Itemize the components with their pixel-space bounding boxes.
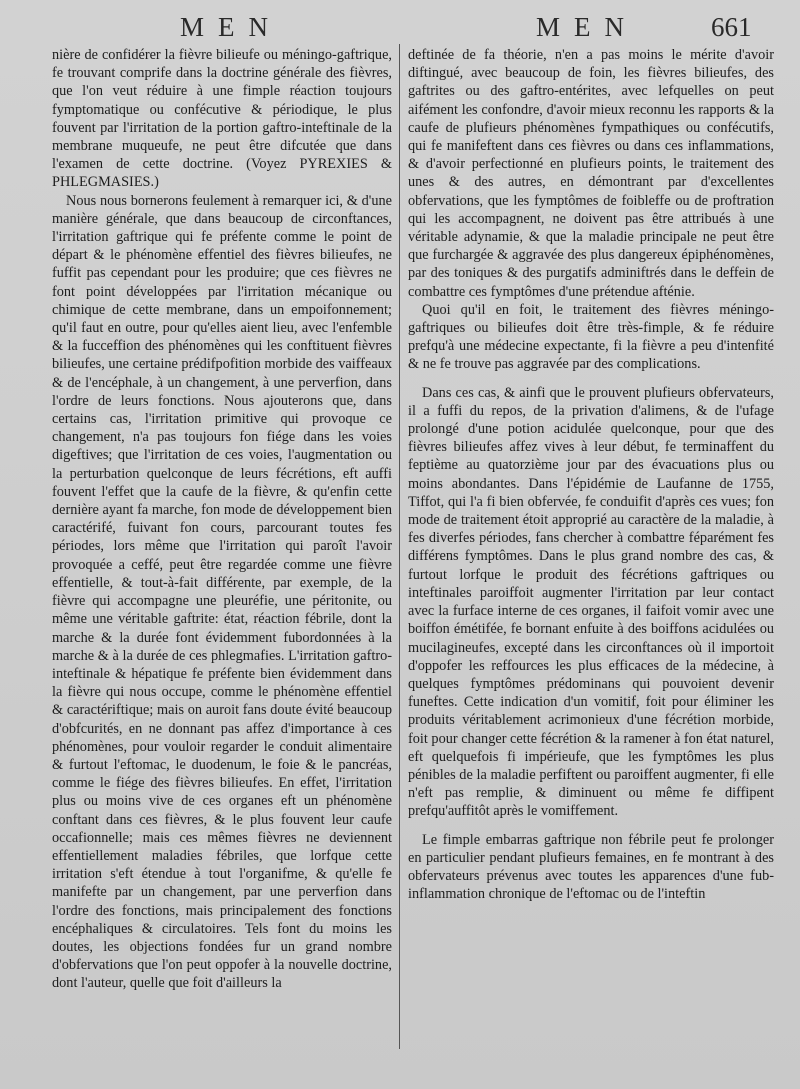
column-divider [399, 44, 400, 1049]
header-left-word: MEN [180, 12, 282, 42]
running-header [0, 10, 800, 44]
right-column [408, 46, 774, 903]
right-paragraph-3: Dans ces cas, & ainfi que le prouvent plufieurs obfervateurs, il a fuffi du repos, de la privation d'alimens, & de l'ufage prolongé d'une potion acidulée quelconque, pour que des fièvres bilieufes affez vives à leur début, fe terminaffent du feptième au quatorzième jour par des évacuations plus ou moins abondantes. Dans l'épidémie de Laufanne de 1755, Tiffot, qui l'a fi bien obfervée, fe conduifit d'après ces vues; fon mode de traitement étoit approprié au caractère de la maladie, à fes diverfes périodes, fans chercher à combattre féparément fes différens fymptômes. Dans le plus grand nombre des cas, & furtout lorfque le produit des fécrétions gaftriques ou inteftinales paroiffoit augmenter l'irritation par leur contact avec la furface interne de ces organes, il faifoit vomir avec une boiffon émétifée, fe bornant enfuite à des boiffons acidulées ou mucilagineufes, excepté dans les circonftances où il importoit d'oppofer les reffources les plus efficaces de la médecine, à quelques fymptômes prédominans qui pouvoient devenir funeftes. Cette indication d'un vomitif, foit pour éliminer les produits véritablement acrimonieux d'une fécrétion morbide, foit pour changer cette fécrétion & la ramener à fon état naturel, eft quelquefois fi impérieufe, que les fymptômes les plus pénibles de la maladie perfiftent ou paroiffent augmenter, fi elle n'eft pas remplie, & diminuent ou même fe diffipent prefqu'auffitôt après le vomiffement. [408, 384, 774, 820]
right-paragraph-4: Le fimple embarras gaftrique non fébrile peut fe prolonger en particulier pendant plufieurs femaines, en fe montrant à des obfervateurs prévenus avec toutes les apparences d'une fub-inflammation chronique de l'eftomac ou de l'inteftin [408, 831, 774, 903]
left-paragraph-2: Nous nous bornerons feulement à remarquer ici, & d'une manière générale, que dans beaucoup de circonftances, l'irritation gaftrique qui fe préfente comme le point de départ & le phénomène effentiel des fièvres bilieufes, ne fuffit pas cependant pour les produire; que ces fièvres ne font point développées par l'irritation mécanique ou chimique de cette membrane, dans un empoifonnement; qu'il faut en outre, pour qu'elles aient lieu, avec l'enfemble & la fucceffion des phénomènes qui les conftituent fièvres bilieufes, une certaine prédifpofition morbide des vaiffeaux & de l'encéphale, à un changement, à une perverfion, dans l'ordre de leurs fonctions. Nous ajouterons que, dans certains cas, l'irritation primitive qui provoque ce changement, n'a pas toujours fon fiége dans les voies digeftives; que l'irritation de ces voies, l'augmentation ou la perturbation quelconque de leurs fécrétions, eft auffi fouvent l'effet que la caufe de la fièvre, & qu'enfin cette dernière ayant fa marche, fon mode de développement bien caractérifé, fuivant fon cours, parcourant toutes fes périodes, lors même que l'irritation qui paroît l'avoir provoquée a ceffé, peut être regardée comme une fièvre effentielle, & tout-à-fait différente, par exemple, de la fièvre qui accompagne une pleuréfie, une péritonite, ou même une véritable gaftrite: état, réaction fébrile, dont la marche & la durée font évidemment fubordonnées à la marche & à la durée de ces phlegmafies. L'irritation gaftro-inteftinale & hépatique fe préfente bien évidemment dans la fièvre qui nous occupe, comme le phénomène effentiel & caractériftique; mais on auroit fans doute évité beaucoup d'obfcurités, en ne donnant pas affez d'importance à ces phénomènes, pour vouloir regarder le conduit alimentaire & furtout l'eftomac, le duodenum, le foie & le pancréas, comme le fiége des fièvres bilieufes. En effet, l'irritation plus ou moins vive de ces organes eft un phénomène conftant dans ces fièvres, & le plus fouvent leur caufe occafionnelle; mais ces mêmes fièvres ne deviennent effentiellement maladies fébriles, que lorfque cette irritation s'eft étendue à tout l'organifme, & qu'elle fe manifefte par un changement, par une perverfion dans l'ordre des fonctions, mais principalement des fonctions encéphaliques & circulatoires. Tels font du moins les doutes, les objections fondées fur un grand nombre d'obfervations que l'on peut oppofer à la nouvelle doctrine, dont l'auteur, quelle que foit d'ailleurs la [52, 192, 392, 992]
right-paragraph-1: deftinée de fa théorie, n'en a pas moins le mérite d'avoir diftingué, avec beaucoup de foin, les fièvres bilieufes, des gaftrites ou des gaftro-entérites, avec lefquelles on peut aifément les confondre, d'avoir mieux reconnu les rapports & la caufe de plufieurs phénomènes fympathiques ou confécutifs, qui fe manifeftent dans ces fièvres ou dans ces inflammations, & d'avoir perfectionné en plufieurs points, le traitement des unes & des autres, en démontrant par d'excellentes obfervations, que les fymptômes de foibleffe ou de proftration qui les accompagnent, ne doivent pas être attribués à une véritable adynamie, & que la maladie principale ne peut être que furchargée & aggravée des plus dangereux épiphénomènes, par des toniques & des purgatifs adminiftrés dans le deffein de combattre ces fymptômes d'une prétendue afténie. [408, 47, 774, 300]
header-right-word: MEN [536, 12, 638, 42]
left-paragraph-1: nière de confidérer la fièvre bilieufe ou méningo-gaftrique, fe trouvant comprife dans la doctrine générale des fièvres, que l'on veut réduire à une fimple réaction toujours fymptomatique ou confécutive & périodique, le plus fouvent par l'irritation de la portion gaftro-inteftinale de la membrane muqueufe, ne peut être difcutée que dans l'examen de cette doctrine. (Voyez PYREXIES & PHLEGMASIES.) [52, 47, 392, 191]
left-column [52, 46, 392, 993]
right-paragraph-2: Quoi qu'il en foit, le traitement des fièvres méningo-gaftriques ou bilieufes doit être très-fimple, & fe réduire prefqu'à une médecine expectante, fi la fièvre a peu d'intenfité & ne fe trouve pas aggravée par des complications. [408, 301, 774, 373]
page-number: 661 [711, 12, 752, 42]
